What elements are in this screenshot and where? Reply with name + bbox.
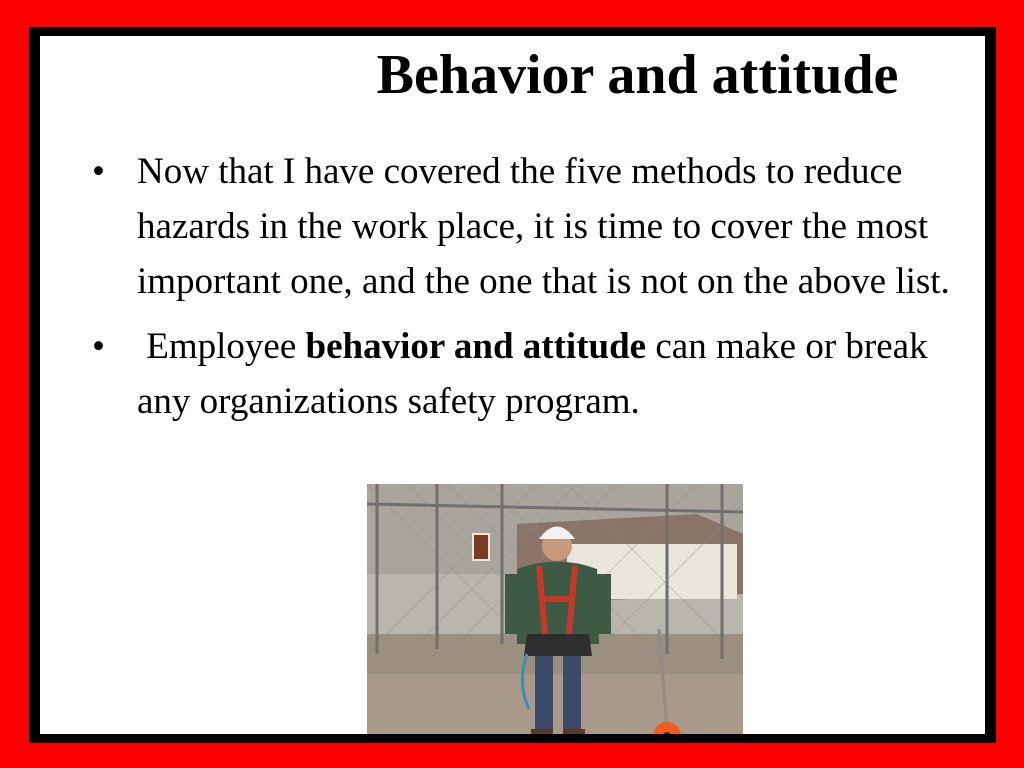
bullet-list — [92, 144, 962, 429]
bullet-item — [92, 319, 962, 429]
slide-title: Behavior and attitude — [376, 44, 899, 106]
bullet-text: Now that I have covered the five methods to reduce hazards in the work place, it is time to cover the most important one, and the one that is not on the above list. — [137, 151, 950, 302]
bullet-text-tail: can make or break any organizations safety program. — [137, 326, 937, 422]
bullet-text-lead: Employee — [137, 326, 306, 367]
bullet-text-emphasis: behavior and attitude — [305, 326, 647, 367]
bullet-marker: • — [92, 151, 105, 192]
bullet-marker: • — [92, 326, 105, 367]
worker-photo — [367, 484, 743, 734]
slide-content — [40, 36, 985, 734]
slide-frame — [29, 27, 996, 743]
bullet-item — [92, 144, 962, 309]
